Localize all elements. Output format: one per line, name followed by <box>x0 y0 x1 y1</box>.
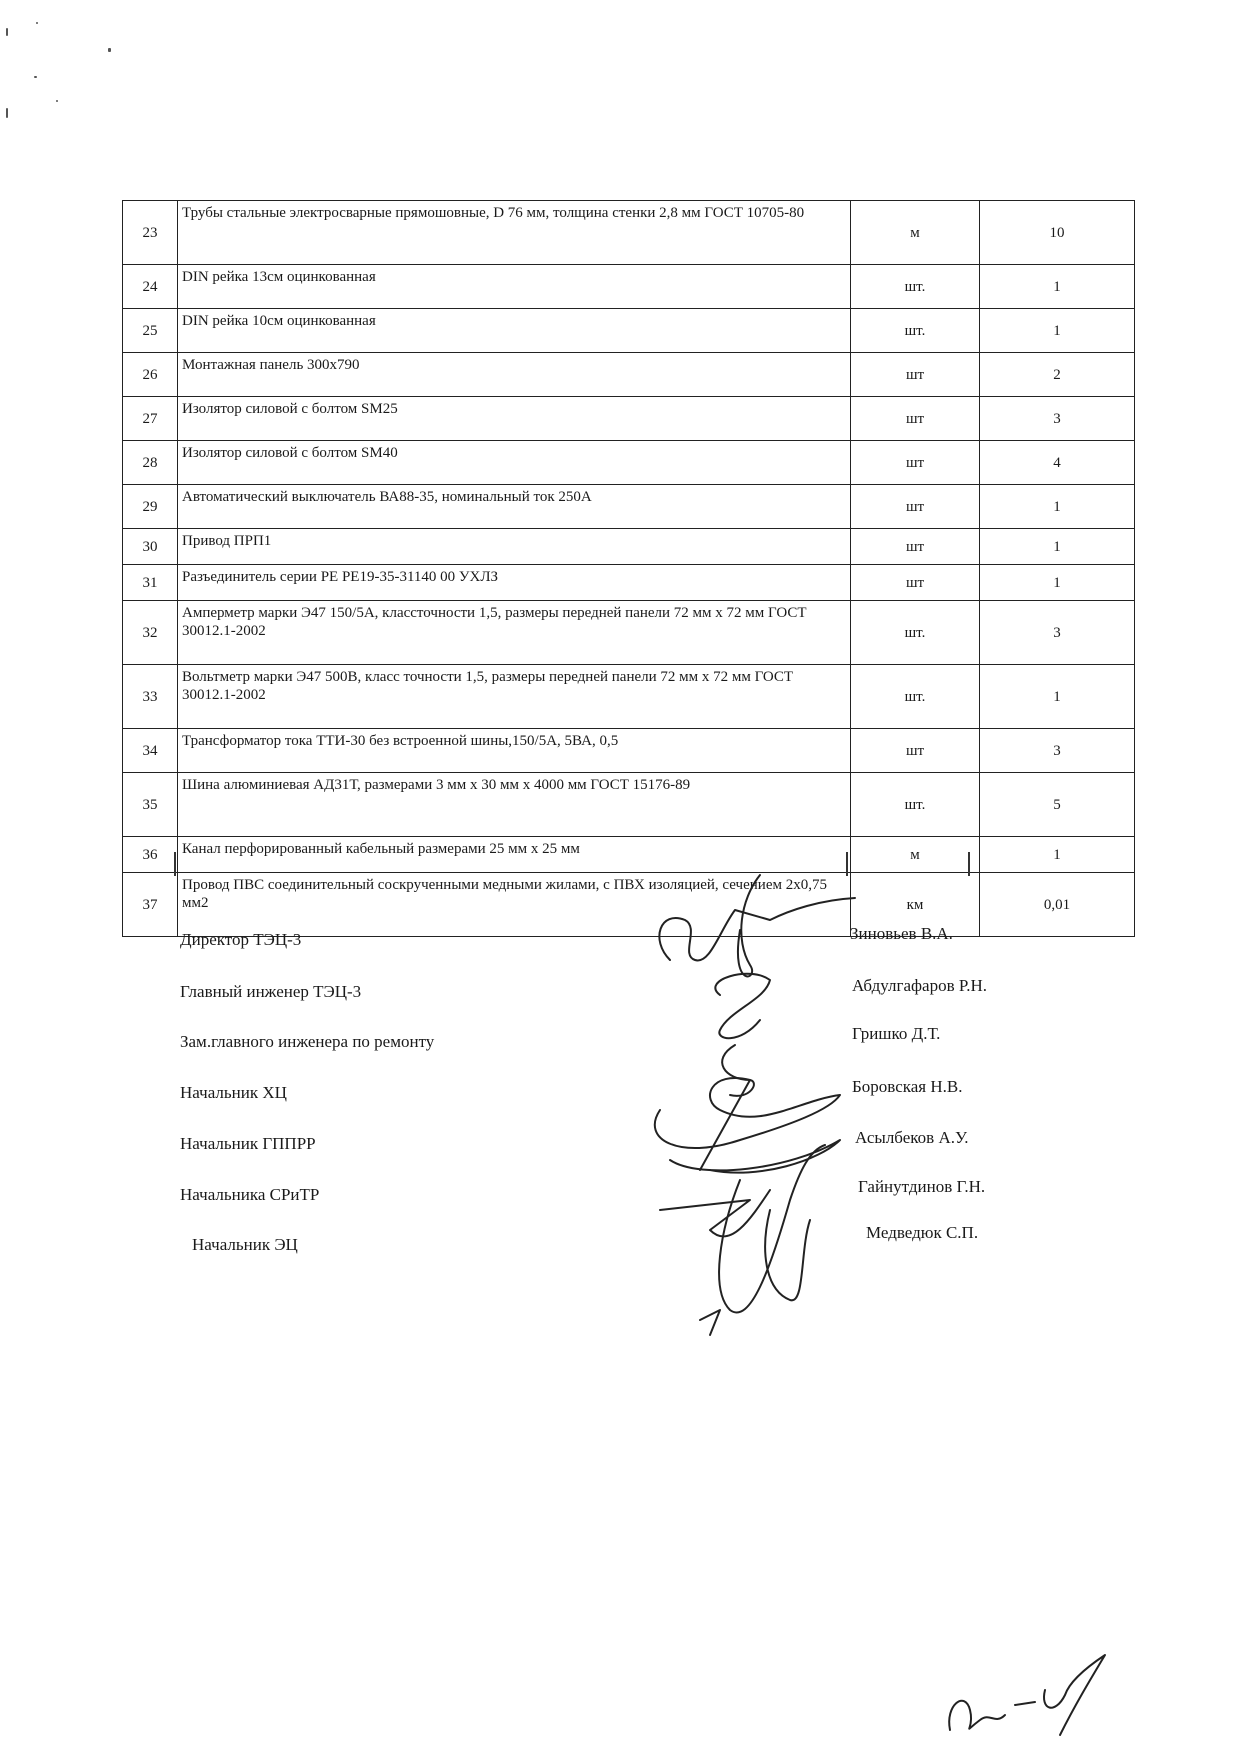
item-name: Автоматический выключатель ВА88-35, номинальный ток 250А <box>178 485 851 529</box>
item-unit: шт. <box>851 309 980 353</box>
row-number: 35 <box>123 773 178 837</box>
item-quantity: 3 <box>980 397 1135 441</box>
item-name: Привод ПРП1 <box>178 529 851 565</box>
item-quantity: 1 <box>980 529 1135 565</box>
item-quantity: 4 <box>980 441 1135 485</box>
signatory-role: Главный инженер ТЭЦ-3 <box>180 982 362 1001</box>
signatory-role: Директор ТЭЦ-3 <box>180 930 302 949</box>
item-name: Амперметр марки Э47 150/5А, классточности 1,5, размеры передней панели 72 мм х 72 мм ГОСТ 30012.1-2002 <box>178 601 851 665</box>
signature-row <box>0 1223 1240 1261</box>
table-row <box>123 837 1135 873</box>
scan-artifact <box>56 100 58 102</box>
row-number: 33 <box>123 665 178 729</box>
row-number: 30 <box>123 529 178 565</box>
row-number: 36 <box>123 837 178 873</box>
item-quantity: 0,01 <box>980 873 1135 937</box>
signature-row <box>0 1177 1240 1211</box>
row-number: 29 <box>123 485 178 529</box>
item-quantity: 1 <box>980 265 1135 309</box>
item-unit: км <box>851 873 980 937</box>
item-quantity: 1 <box>980 837 1135 873</box>
item-quantity: 1 <box>980 665 1135 729</box>
item-unit: шт <box>851 729 980 773</box>
row-number: 37 <box>123 873 178 937</box>
item-unit: шт <box>851 485 980 529</box>
item-quantity: 1 <box>980 565 1135 601</box>
signatory-role: Начальника СРиТР <box>180 1185 320 1204</box>
page-initials <box>940 1650 1120 1740</box>
table-row <box>123 529 1135 565</box>
signatory-name: Абдулгафаров Р.Н. <box>852 976 987 995</box>
item-unit: шт. <box>851 665 980 729</box>
signatory-name: Асылбеков А.У. <box>855 1128 969 1147</box>
scan-artifact <box>6 28 8 36</box>
table-column-line-stub <box>174 852 176 876</box>
signatory-name: Боровская Н.В. <box>852 1077 963 1096</box>
item-name: Изолятор силовой с болтом SM40 <box>178 441 851 485</box>
scan-artifact <box>6 108 8 118</box>
signature-row <box>0 1024 1240 1058</box>
handwritten-signatures <box>640 870 880 1340</box>
item-name: Вольтметр марки Э47 500В, класс точности 1,5, размеры передней панели 72 мм х 72 мм ГОСТ 30012.1-2002 <box>178 665 851 729</box>
item-unit: шт. <box>851 601 980 665</box>
table-row <box>123 665 1135 729</box>
table-row <box>123 729 1135 773</box>
item-name: Монтажная панель 300х790 <box>178 353 851 397</box>
scan-artifact <box>108 48 111 52</box>
row-number: 25 <box>123 309 178 353</box>
item-quantity: 1 <box>980 309 1135 353</box>
item-name: DIN рейка 13см оцинкованная <box>178 265 851 309</box>
signatory-role: Начальник ХЦ <box>180 1083 287 1102</box>
item-name: Шина алюминиевая АД31Т, размерами 3 мм х 30 мм х 4000 мм ГОСТ 15176-89 <box>178 773 851 837</box>
item-unit: шт. <box>851 265 980 309</box>
item-unit: шт <box>851 529 980 565</box>
signature-row <box>0 924 1240 956</box>
signatory-name: Зиновьев В.А. <box>850 924 953 943</box>
item-name: Провод ПВС соединительный соскрученными медными жилами, с ПВХ изоляцией, сечением 2х0,75 мм2 <box>178 873 851 937</box>
item-unit: шт. <box>851 773 980 837</box>
signatory-name: Медведюк С.П. <box>866 1223 979 1242</box>
item-unit: шт <box>851 397 980 441</box>
table-row <box>123 601 1135 665</box>
specification-table <box>122 200 1135 937</box>
item-name: Трансформатор тока ТТИ-30 без встроенной шины,150/5А, 5ВА, 0,5 <box>178 729 851 773</box>
table-row <box>123 265 1135 309</box>
item-unit: м <box>851 837 980 873</box>
table-row <box>123 485 1135 529</box>
table-column-line-stub <box>968 852 970 876</box>
item-unit: шт <box>851 441 980 485</box>
row-number: 24 <box>123 265 178 309</box>
signatory-name: Гайнутдинов Г.Н. <box>858 1177 986 1196</box>
item-quantity: 10 <box>980 201 1135 265</box>
signatory-name: Гришко Д.Т. <box>852 1024 941 1043</box>
table-row <box>123 397 1135 441</box>
table-row <box>123 201 1135 265</box>
row-number: 27 <box>123 397 178 441</box>
row-number: 34 <box>123 729 178 773</box>
row-number: 28 <box>123 441 178 485</box>
row-number: 31 <box>123 565 178 601</box>
item-unit: м <box>851 201 980 265</box>
table-row <box>123 873 1135 937</box>
item-name: Разъединитель серии РЕ РЕ19-35-31140 00 УХЛЗ <box>178 565 851 601</box>
table-row <box>123 441 1135 485</box>
signatory-role: Начальник ЭЦ <box>192 1235 298 1254</box>
table-row <box>123 565 1135 601</box>
scan-artifact <box>36 22 38 24</box>
item-name: Канал перфорированный кабельный размерами 25 мм х 25 мм <box>178 837 851 873</box>
item-name: Трубы стальные электросварные прямошовные, D 76 мм, толщина стенки 2,8 мм ГОСТ 10705-80 <box>178 201 851 265</box>
item-quantity: 1 <box>980 485 1135 529</box>
row-number: 23 <box>123 201 178 265</box>
signatory-role: Зам.главного инженера по ремонту <box>180 1032 435 1051</box>
signature-row <box>0 1128 1240 1160</box>
item-quantity: 3 <box>980 601 1135 665</box>
row-number: 32 <box>123 601 178 665</box>
signature-row <box>0 1077 1240 1109</box>
item-unit: шт <box>851 565 980 601</box>
item-quantity: 3 <box>980 729 1135 773</box>
item-unit: шт <box>851 353 980 397</box>
scan-artifact <box>34 76 37 78</box>
row-number: 26 <box>123 353 178 397</box>
table-row <box>123 309 1135 353</box>
item-name: Изолятор силовой с болтом SM25 <box>178 397 851 441</box>
item-quantity: 2 <box>980 353 1135 397</box>
signature-row <box>0 976 1240 1008</box>
item-quantity: 5 <box>980 773 1135 837</box>
item-name: DIN рейка 10см оцинкованная <box>178 309 851 353</box>
table-row <box>123 353 1135 397</box>
signatory-role: Начальник ГППРР <box>180 1134 316 1153</box>
table-row <box>123 773 1135 837</box>
